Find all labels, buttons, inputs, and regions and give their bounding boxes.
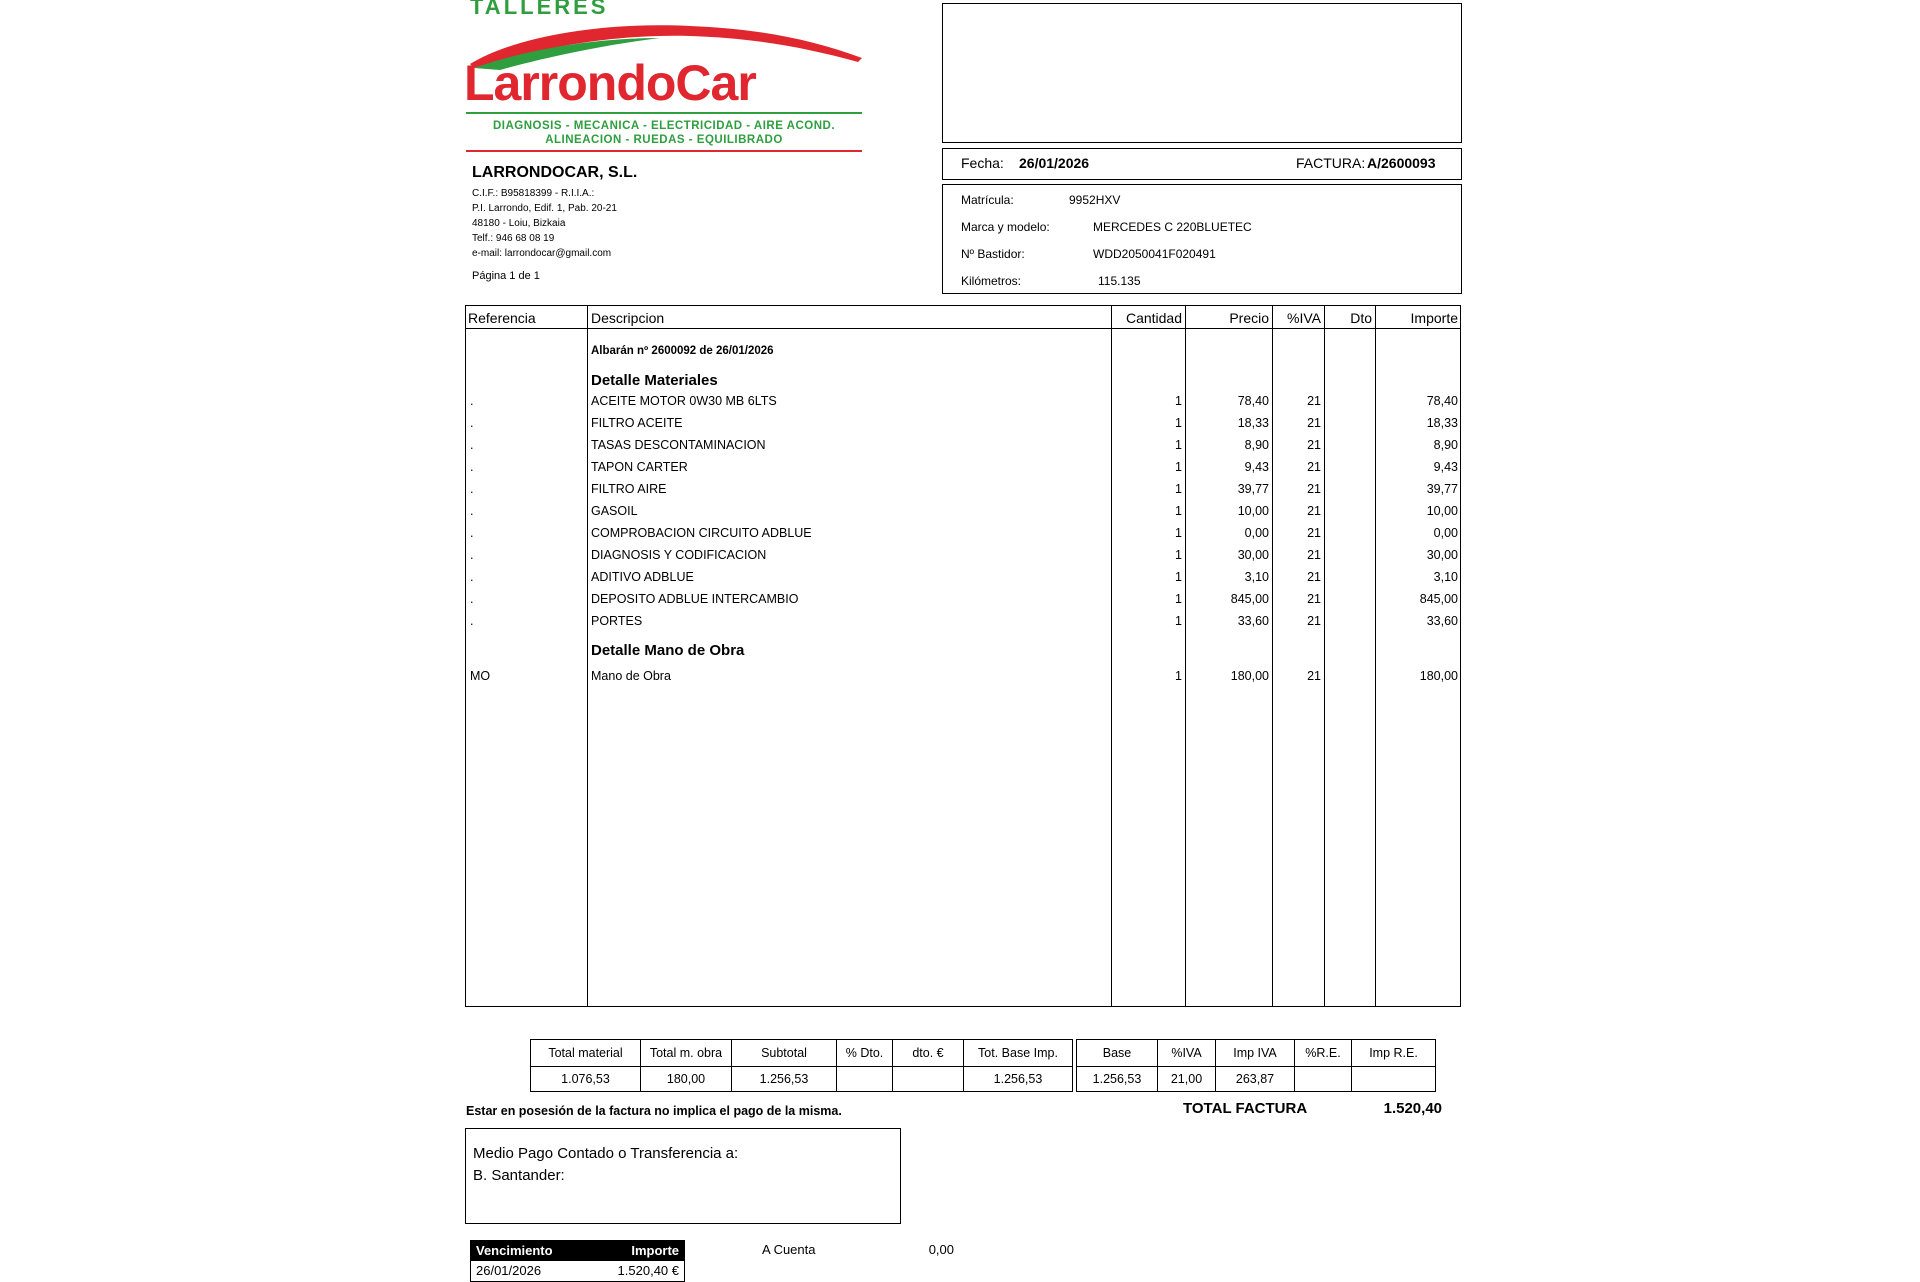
- cell-iva: 21: [1307, 482, 1321, 496]
- cell-desc: ADITIVO ADBLUE: [591, 570, 694, 584]
- totals-value: 1.256,53: [1092, 1072, 1142, 1086]
- cell-ref: .: [470, 614, 474, 628]
- company-phone: Telf.: 946 68 08 19: [472, 233, 555, 244]
- header-precio: Precio: [1229, 310, 1269, 326]
- totals-header-cell: [1351, 1039, 1436, 1067]
- totals-value-cell: [1076, 1066, 1158, 1092]
- a-cuenta-label: A Cuenta: [762, 1242, 816, 1257]
- header-iva: %IVA: [1287, 310, 1321, 326]
- cell-iva: 21: [1307, 394, 1321, 408]
- totals-header-cell: [640, 1039, 732, 1067]
- cell-iva: 21: [1307, 460, 1321, 474]
- client-box: [942, 3, 1462, 143]
- company-city: 48180 - Loiu, Bizkaia: [472, 218, 566, 229]
- cell-price: 33,60: [1237, 614, 1269, 628]
- cell-iva: 21: [1307, 592, 1321, 606]
- cell-amount: 845,00: [1419, 592, 1458, 606]
- totals-value-cell: [1157, 1066, 1216, 1092]
- bastidor-label: Nº Bastidor:: [961, 247, 1025, 261]
- totals-header-label: Total material: [548, 1046, 623, 1060]
- cell-desc: PORTES: [591, 614, 643, 628]
- totals-header-cell: [963, 1039, 1073, 1067]
- total-factura-label: TOTAL FACTURA: [1183, 1100, 1308, 1117]
- cell-desc: FILTRO AIRE: [591, 482, 667, 496]
- totals-header-cell: [836, 1039, 893, 1067]
- cell-qty: 1: [1175, 416, 1182, 430]
- factura-value: A/2600093: [1367, 155, 1436, 171]
- due-header: [471, 1241, 684, 1261]
- cell-price: 10,00: [1237, 504, 1269, 518]
- cell-amount: 3,10: [1433, 570, 1458, 584]
- km-label: Kilómetros:: [961, 274, 1022, 288]
- due-date: 26/01/2026: [476, 1263, 542, 1278]
- labor-title: Detalle Mano de Obra: [591, 642, 745, 659]
- cell-iva: 21: [1307, 416, 1321, 430]
- header-referencia: Referencia: [468, 310, 536, 326]
- cell-ref: .: [470, 504, 474, 518]
- cell-iva: 21: [1307, 504, 1321, 518]
- cell-price: 3,10: [1244, 570, 1269, 584]
- cell-price: 39,77: [1237, 482, 1269, 496]
- cell-iva: 21: [1307, 548, 1321, 562]
- logo-divider-red: [466, 150, 862, 152]
- materials-title: Detalle Materiales: [591, 372, 718, 389]
- bastidor-value: WDD2050041F020491: [1093, 247, 1216, 261]
- col-divider: [1111, 306, 1112, 1006]
- cell-price: 18,33: [1237, 416, 1269, 430]
- payment-bank: B. Santander:: [473, 1167, 565, 1184]
- cell-iva: 21: [1307, 669, 1321, 683]
- totals-header-label: Subtotal: [761, 1046, 807, 1060]
- company-cif: C.I.F.: B95818399 - R.I.I.A.:: [472, 188, 595, 199]
- header-descripcion: Descripcion: [591, 310, 665, 326]
- cell-qty: 1: [1175, 592, 1182, 606]
- totals-header-cell: [1294, 1039, 1352, 1067]
- company-name: LARRONDOCAR, S.L.: [472, 164, 638, 181]
- totals-header-label: %R.E.: [1305, 1046, 1341, 1060]
- cell-qty: 1: [1175, 460, 1182, 474]
- cell-qty: 1: [1175, 438, 1182, 452]
- totals-value-cell: [963, 1066, 1073, 1092]
- page-number: Página 1 de 1: [472, 270, 540, 282]
- col-divider: [1375, 306, 1376, 1006]
- totals-header-label: Imp R.E.: [1369, 1046, 1418, 1060]
- cell-price: 8,90: [1244, 438, 1269, 452]
- fecha-label: Fecha:: [961, 155, 1004, 171]
- cell-ref: .: [470, 438, 474, 452]
- header-importe: Importe: [1410, 310, 1458, 326]
- cell-qty: 1: [1175, 482, 1182, 496]
- cell-desc: ACEITE MOTOR 0W30 MB 6LTS: [591, 394, 777, 408]
- cell-ref: MO: [470, 669, 491, 683]
- cell-price: 845,00: [1230, 592, 1269, 606]
- cell-qty: 1: [1175, 394, 1182, 408]
- totals-header-label: Total m. obra: [649, 1046, 723, 1060]
- cell-amount: 30,00: [1426, 548, 1458, 562]
- totals-value-cell: [892, 1066, 964, 1092]
- company-details: [472, 186, 617, 261]
- due-table: [470, 1240, 685, 1282]
- totals-value-cell: [836, 1066, 893, 1092]
- venc-label: Vencimiento: [476, 1243, 553, 1258]
- cell-desc: DEPOSITO ADBLUE INTERCAMBIO: [591, 592, 799, 606]
- albaran-line: Albarán nº 2600092 de 26/01/2026: [591, 345, 774, 357]
- cell-amount: 180,00: [1419, 669, 1458, 683]
- col-divider: [587, 306, 588, 1006]
- header-divider: [466, 328, 1460, 329]
- items-table: [465, 305, 1461, 1007]
- company-email: e-mail: larrondocar@gmail.com: [472, 248, 612, 259]
- cell-desc: TASAS DESCONTAMINACION: [591, 438, 766, 452]
- cell-desc: Mano de Obra: [591, 669, 671, 683]
- totals-header-cell: [731, 1039, 837, 1067]
- cell-amount: 78,40: [1426, 394, 1458, 408]
- header-cantidad: Cantidad: [1125, 310, 1182, 326]
- totals-header-cell: [1215, 1039, 1295, 1067]
- cell-desc: DIAGNOSIS Y CODIFICACION: [591, 548, 767, 562]
- cell-iva: 21: [1307, 614, 1321, 628]
- cell-price: 30,00: [1237, 548, 1269, 562]
- totals-header-cell: [1157, 1039, 1216, 1067]
- cell-amount: 33,60: [1426, 614, 1458, 628]
- col-divider: [1272, 306, 1273, 1006]
- totals-header-cell: [892, 1039, 964, 1067]
- cell-qty: 1: [1175, 504, 1182, 518]
- logo-divider: [466, 112, 862, 114]
- due-row: [471, 1261, 684, 1281]
- cell-ref: .: [470, 592, 474, 606]
- totals-header-cell: [1076, 1039, 1158, 1067]
- totals-value-cell: [1294, 1066, 1352, 1092]
- totals-header-label: %IVA: [1171, 1046, 1202, 1060]
- totals-header-label: % Dto.: [845, 1046, 884, 1060]
- cell-price: 180,00: [1230, 669, 1269, 683]
- cell-desc: GASOIL: [591, 504, 638, 518]
- cell-desc: FILTRO ACEITE: [591, 416, 683, 430]
- fecha-value: 26/01/2026: [1019, 155, 1090, 171]
- cell-ref: .: [470, 416, 474, 430]
- cell-desc: COMPROBACION CIRCUITO ADBLUE: [591, 526, 812, 540]
- cell-amount: 9,43: [1433, 460, 1458, 474]
- payment-box: [465, 1128, 901, 1224]
- cell-amount: 0,00: [1433, 526, 1458, 540]
- cell-ref: .: [470, 394, 474, 408]
- cell-ref: .: [470, 570, 474, 584]
- cell-ref: .: [470, 526, 474, 540]
- cell-qty: 1: [1175, 570, 1182, 584]
- modelo-value: MERCEDES C 220BLUETEC: [1093, 220, 1252, 234]
- totals-value: 263,87: [1235, 1072, 1275, 1086]
- totals-header-label: dto. €: [912, 1046, 944, 1060]
- totals-value-cell: [530, 1066, 641, 1092]
- col-divider: [1324, 306, 1325, 1006]
- factura-label: FACTURA:: [1296, 155, 1366, 171]
- cell-price: 78,40: [1237, 394, 1269, 408]
- totals-header-label: Tot. Base Imp.: [978, 1046, 1058, 1060]
- cell-price: 0,00: [1244, 526, 1269, 540]
- cell-qty: 1: [1175, 669, 1182, 683]
- cell-iva: 21: [1307, 570, 1321, 584]
- totals-header-cell: [530, 1039, 641, 1067]
- matricula-label: Matrícula:: [961, 193, 1014, 207]
- totals-value-cell: [1215, 1066, 1295, 1092]
- totals-header-label: Imp IVA: [1233, 1046, 1277, 1060]
- totals-table: [530, 1039, 1448, 1095]
- logo-talleres: TALLERES: [470, 0, 609, 19]
- totals-value: 180,00: [666, 1072, 706, 1086]
- totals-value: 1.076,53: [561, 1072, 610, 1086]
- totals-value-cell: [1351, 1066, 1436, 1092]
- a-cuenta-value: 0,00: [928, 1242, 954, 1257]
- totals-value: 1.256,53: [993, 1072, 1043, 1086]
- cell-iva: 21: [1307, 438, 1321, 452]
- cell-amount: 39,77: [1426, 482, 1458, 496]
- cell-ref: .: [470, 548, 474, 562]
- totals-value: 1.256,53: [759, 1072, 809, 1086]
- totals-header-label: Base: [1102, 1046, 1132, 1060]
- cell-qty: 1: [1175, 548, 1182, 562]
- due-amount: 1.520,40 €: [617, 1263, 679, 1278]
- cell-qty: 1: [1175, 526, 1182, 540]
- payment-method: Medio Pago Contado o Transferencia a:: [473, 1145, 739, 1162]
- header-dto: Dto: [1350, 310, 1372, 326]
- col-divider: [1185, 306, 1186, 1006]
- logo-services: DIAGNOSIS - MECANICA - ELECTRICIDAD - AIRE ACOND. ALINEACION - RUEDAS - EQUILIBRADO: [492, 120, 836, 146]
- totals-value-cell: [640, 1066, 732, 1092]
- cell-ref: .: [470, 482, 474, 496]
- cell-iva: 21: [1307, 526, 1321, 540]
- cell-amount: 8,90: [1433, 438, 1458, 452]
- total-factura-value: 1.520,40: [1383, 1100, 1442, 1117]
- cell-desc: TAPON CARTER: [591, 460, 688, 474]
- modelo-label: Marca y modelo:: [961, 220, 1050, 234]
- cell-ref: .: [470, 460, 474, 474]
- cell-price: 9,43: [1244, 460, 1269, 474]
- importe-label: Importe: [631, 1243, 679, 1258]
- totals-value-cell: [731, 1066, 837, 1092]
- cell-amount: 18,33: [1426, 416, 1458, 430]
- company-address: P.I. Larrondo, Edif. 1, Pab. 20-21: [472, 203, 617, 214]
- vehicle-box: [942, 184, 1462, 294]
- logo-name: LarrondoCar: [464, 55, 756, 111]
- cell-amount: 10,00: [1426, 504, 1458, 518]
- cell-qty: 1: [1175, 614, 1182, 628]
- disclaimer: Estar en posesión de la factura no implica el pago de la misma.: [466, 1104, 842, 1118]
- matricula-value: 9952HXV: [1069, 193, 1121, 207]
- km-value: 115.135: [1098, 274, 1141, 288]
- invoice-header: [942, 148, 1462, 180]
- totals-value: 21,00: [1170, 1072, 1203, 1086]
